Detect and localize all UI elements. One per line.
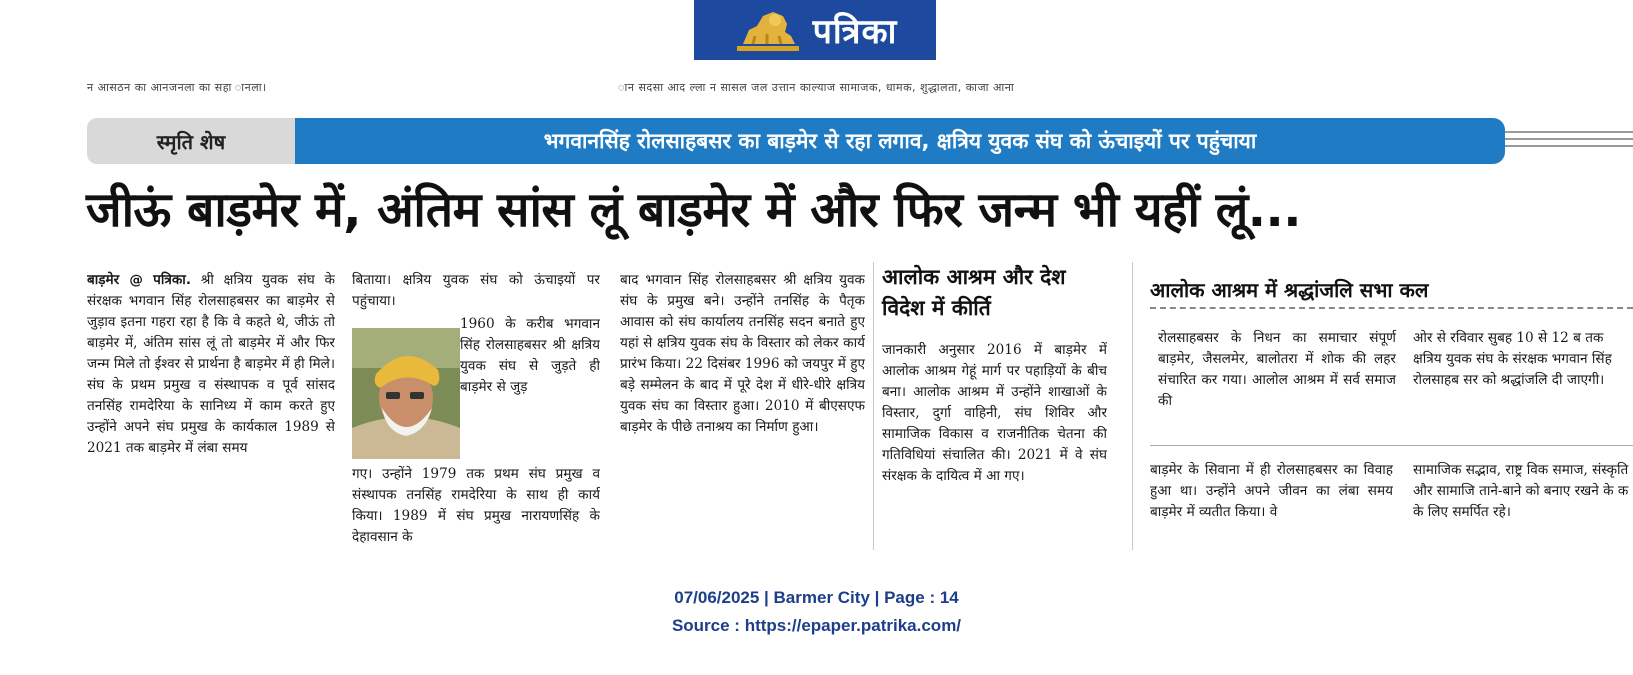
masthead	[694, 0, 936, 60]
article-column-2-beside-photo: 1960 के करीब भगवान सिंह रोलसाहबसर श्री क्षत्रिय युवक संघ से जुड़ते ही बाड़मेर से जुड़	[460, 316, 600, 395]
column-separator	[1132, 262, 1133, 550]
article-column-3: बाद भगवान सिंह रोलसाहबसर श्री क्षत्रिय युवक संघ के प्रमुख बने। उन्होंने तनसिंह के पैतृक आवास को संघ कार्यालय तनसिंह सदन बनाते हुए यहां से क्षत्रिय युवक संघ के विस्तार को लेकर कार्य प्रारंभ किया। 22 दिसंबर 1996 को जयपुर में हुए बड़े सम्मेलन के बाद में पूरे देश में धीरे-धीरे क्षत्रिय युवक संघ का विस्तार हुआ। 2010 में बीएसएफ बाड़मेर के पीछे तनाश्रय का निर्माण हुआ।	[620, 272, 865, 435]
box-heading: आलोक आश्रम में श्रद्धांजलि सभा कल	[1150, 278, 1429, 302]
kicker-rule-top	[1505, 131, 1633, 133]
kicker-rule-bottom	[1505, 145, 1633, 147]
footer-page-info: 07/06/2025 | Barmer City | Page : 14	[674, 588, 959, 607]
article-column-2-top: बिताया। क्षत्रिय युवक संघ को ऊंचाइयों पर पहुंचाया।	[352, 272, 600, 309]
box-column-2: ओर से रविवार सुबह 10 से 12 ब तक क्षत्रिय युवक संघ के संरक्षक भगवान सिंह रोलसाहब सर को श्रद्धांजलि दी जाएगी।	[1413, 330, 1612, 388]
footer-source-link[interactable]: Source : https://epaper.patrika.com/	[671, 616, 962, 635]
cut-off-text-right: ान सदसा आद ल्ला न सासल जल उत्तान काल्याज सामाजक, धामक, शुद्धालता, काजा आना	[618, 81, 1015, 94]
box-bottom-rule	[1150, 445, 1633, 446]
brand-name: पत्रिका	[812, 12, 898, 52]
subheading: आलोक आश्रम और देश विदेश में कीर्ति	[882, 265, 1066, 320]
kicker-tag: स्मृति शेष	[87, 118, 295, 164]
box-column-1: रोलसाहबसर के निधन का समाचार संपूर्ण बाड़मेर, जैसलमेर, बालोतरा में शोक की लहर संचारित कर गया। आलोल आश्रम में सर्व समाज की	[1158, 330, 1396, 409]
kicker-subheadline: भगवानसिंह रोलसाहबसर का बाड़मेर से रहा लगाव, क्षत्रिय युवक संघ को ऊंचाइयों पर पहुंचाया	[295, 118, 1505, 164]
portrait-photo	[352, 328, 460, 459]
lower-column-1: बाड़मेर के सिवाना में ही रोलसाहबसर का विवाह हुआ था। उन्होंने अपने जीवन का लंबा समय बाड़मेर में व्यतीत किया। वे	[1150, 462, 1393, 520]
kicker-rule-middle	[1505, 138, 1633, 140]
article-column-1	[87, 270, 335, 550]
article-column-2-bottom: गए। उन्होंने 1979 तक प्रथम संघ प्रमुख व संस्थापक तनसिंह रामदेरिया के साथ ही कार्य किया। 1989 में संघ प्रमुख नारायणसिंह के देहावसान के	[352, 466, 600, 545]
lion-logo-icon	[733, 6, 803, 54]
portrait-image	[352, 328, 460, 459]
dateline: बाड़मेर @ पत्रिका.	[87, 272, 191, 288]
box-heading-rule	[1150, 307, 1633, 309]
article-column-4: जानकारी अनुसार 2016 में बाड़मेर में आलोक आश्रम गेहूं मार्ग पर पहाड़ियों के बीच बना। आलोक आश्रम में उन्होंने शाखाओं के विस्तार, दुर्गा वाहिनी, संघ शिविर और सामाजिक विकास व राजनीतिक चेतना की गतिविधियां संचालित की। 2021 में वे संघ संरक्षक के दायित्व में आ गए।	[882, 342, 1107, 484]
headline: जीऊं बाड़मेर में, अंतिम सांस लूं बाड़मेर में और फिर जन्म भी यहीं लूं...	[86, 182, 1301, 238]
lower-column-2: सामाजिक सद्भाव, राष्ट्र विक समाज, संस्कृति और सामाजि ताने-बाने को बनाए रखने के क के लिए समर्पित रहे।	[1413, 462, 1629, 520]
article-text: श्री क्षत्रिय युवक संघ के संरक्षक भगवान सिंह रोलसाहबसर का बाड़मेर से जुड़ाव इतना गहरा रहा है कि वे कहते थे, जीऊं तो बाड़मेर में, अंतिम सांस लूं तो बाड़मेर में और फिर जन्म मिले तो ईश्वर से प्रार्थना है बाड़मेर में ही मिले। संघ के प्रथम प्रमुख व संस्थापक व पूर्व सांसद तनसिंह रामदेरिया के सानिध्य में काम करते हुए उन्होंने अपने संघ प्रमुख के कार्यकाल 1989 से 2021 तक बाड़मेर में लंबा समय	[87, 272, 335, 456]
cut-off-text-left: न आसठन का आनजनला का सहा ानला।	[87, 81, 267, 94]
column-separator	[873, 262, 874, 550]
